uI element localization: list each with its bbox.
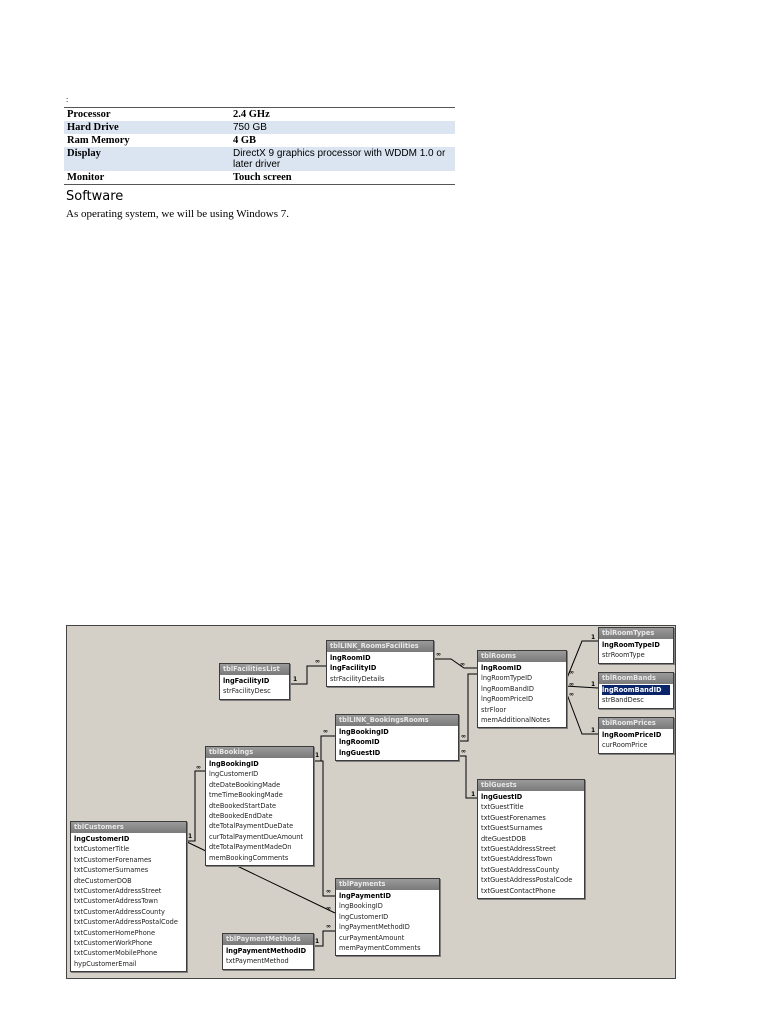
field-list [599,639,673,663]
table-paymentmethods[interactable] [222,933,314,970]
field[interactable]: txtCustomerAddressPostalCode [74,918,178,927]
field[interactable]: dteCustomerDOB [74,876,132,885]
stray-mark: : [66,95,69,104]
table-roomprices[interactable] [598,717,674,754]
spec-row [64,134,455,147]
field[interactable]: txtGuestContactPhone [481,886,556,895]
field[interactable]: txtCustomerTitle [74,845,130,854]
field[interactable]: dteGuestDOB [481,834,526,843]
field-list [336,890,439,955]
cardinality-one-label: 1 [188,833,193,840]
spec-row [64,171,455,185]
spec-key: Display [64,147,230,171]
spec-value: 2.4 GHz [233,109,270,120]
table-title[interactable]: tblGuests [478,780,584,791]
field[interactable]: lngBookingID [339,902,383,911]
field[interactable]: txtCustomerSurnames [74,866,149,875]
spec-value: Touch screen [233,172,292,183]
field[interactable]: memPaymentComments [339,944,421,953]
spec-key: Processor [67,109,111,120]
table-title[interactable]: tblRoomPrices [599,718,673,729]
cardinality-one-label: 1 [591,727,596,734]
field[interactable]: txtCustomerAddressCounty [74,907,165,916]
table-title[interactable]: tblLINK_RoomsFacilities [327,641,433,652]
field[interactable]: txtGuestSurnames [481,824,543,833]
field[interactable]: txtGuestAddressStreet [481,845,556,854]
spec-value: DirectX 9 graphics processor with WDDM 1.0 or later driver [230,147,455,171]
cardinality-one-label: 1 [591,634,596,641]
cardinality-many-label: ∞ [461,733,466,740]
field[interactable]: hypCustomerEmail [74,959,137,968]
primary-key-field[interactable]: lngPaymentID [339,892,391,900]
table-title[interactable]: tblLINK_BookingsRooms [336,715,458,726]
cardinality-one-label: 1 [293,676,298,683]
field[interactable]: memBookingComments [209,853,289,862]
primary-key-field[interactable]: lngGuestID [339,748,381,757]
primary-key-field[interactable]: lngRoomID [330,654,371,662]
table-rooms[interactable] [477,650,567,728]
field[interactable]: dteDateBookingMade [209,780,281,789]
field[interactable]: txtGuestAddressCounty [481,865,560,874]
primary-key-field[interactable]: lngGuestID [481,793,523,801]
field[interactable]: txtCustomerMobilePhone [74,949,158,958]
field[interactable]: dteBookedEndDate [209,812,273,821]
primary-key-field[interactable]: lngBookingID [339,728,389,736]
field[interactable]: txtCustomerAddressTown [74,897,158,906]
table-title[interactable]: tblPaymentMethods [223,934,313,945]
table-linkbookingsrooms[interactable] [335,714,459,761]
cardinality-many-label: ∞ [196,764,201,771]
spec-key: Ram Memory [67,135,130,146]
primary-key-field[interactable]: lngRoomTypeID [602,641,660,649]
field[interactable]: curRoomPrice [602,741,648,750]
cardinality-many-label: ∞ [461,748,466,755]
table-title[interactable]: tblRooms [478,651,566,662]
table-payments[interactable] [335,878,440,956]
primary-key-field[interactable]: lngRoomPriceID [602,731,662,739]
table-customers[interactable] [70,821,187,972]
field[interactable]: lngCustomerID [209,770,259,779]
field-list [223,945,313,969]
table-bookings[interactable] [205,746,314,866]
field[interactable]: txtGuestAddressTown [481,855,553,864]
cardinality-many-label: ∞ [326,888,331,895]
field[interactable]: txtPaymentMethod [226,957,289,966]
table-facilitieslist[interactable] [219,663,290,700]
cardinality-many-label: ∞ [569,691,574,698]
field[interactable]: memAdditionalNotes [481,716,551,725]
table-title[interactable]: tblBookings [206,747,313,758]
cardinality-one-label: 1 [471,791,476,798]
field[interactable]: lngPaymentMethodID [339,923,410,932]
spec-row [64,147,455,171]
cardinality-many-label: ∞ [326,905,331,912]
cardinality-many-label: ∞ [460,661,465,668]
field[interactable]: dteTotalPaymentMadeOn [209,843,292,852]
table-title[interactable]: tblPayments [336,879,439,890]
field[interactable]: strFacilityDetails [330,674,385,683]
primary-key-field[interactable]: lngRoomBandID [602,685,670,695]
primary-key-field[interactable]: lngCustomerID [74,835,130,843]
field[interactable]: curTotalPaymentDueAmount [209,832,304,841]
field[interactable]: tmeTimeBookingMade [209,791,283,800]
field[interactable]: txtCustomerForenames [74,855,152,864]
primary-key-field[interactable]: lngFacilityID [223,677,270,685]
cardinality-many-label: ∞ [569,681,574,688]
table-linkroomsfacilities[interactable] [326,640,434,687]
cardinality-many-label: ∞ [315,658,320,665]
cardinality-one-label: 1 [315,938,320,945]
field[interactable]: txtGuestAddressPostalCode [481,876,573,885]
field[interactable]: txtCustomerHomePhone [74,928,155,937]
relationships-diagram [66,625,676,979]
field[interactable]: txtGuestTitle [481,803,524,812]
field-list [336,726,458,760]
spec-key: Monitor [67,172,105,183]
spec-value: 750 GB [230,121,455,134]
spec-value: 4 GB [233,135,257,146]
field[interactable]: dteBookedStartDate [209,801,277,810]
cardinality-one-label: 1 [591,681,596,688]
table-guests[interactable] [477,779,585,899]
field[interactable]: dteTotalPaymentDueDate [209,822,294,831]
field-list [327,652,433,686]
primary-key-field[interactable]: lngRoomID [339,738,380,747]
field[interactable]: txtCustomerAddressStreet [74,887,162,896]
table-title[interactable]: tblCustomers [71,822,186,833]
field[interactable]: txtCustomerWorkPhone [74,939,153,948]
field[interactable]: lngCustomerID [339,912,389,921]
table-title[interactable]: tblFacilitiesList [220,664,289,675]
cardinality-many-label: ∞ [326,923,331,930]
field-list [206,758,313,865]
field[interactable]: strFacilityDesc [223,687,271,696]
field[interactable]: strRoomType [602,651,645,660]
primary-key-field[interactable]: lngRoomID [481,664,522,672]
table-title[interactable]: tblRoomTypes [599,628,673,639]
software-heading: Software [66,189,124,204]
cardinality-many-label: ∞ [323,728,328,735]
field[interactable]: curPaymentAmount [339,933,405,942]
field-list [220,675,289,699]
primary-key-field[interactable]: lngBookingID [209,760,259,768]
field-list [599,684,673,708]
software-paragraph: As operating system, we will be using Windows 7. [66,208,290,220]
primary-key-field[interactable]: lngPaymentMethodID [226,947,307,955]
spec-key: Hard Drive [64,121,230,134]
field[interactable]: txtGuestForenames [481,813,546,822]
cardinality-many-label: ∞ [569,669,574,676]
hardware-spec-table [64,107,455,185]
field[interactable]: lngRoomPriceID [481,695,534,704]
field-list [478,791,584,898]
table-roomtypes[interactable] [598,627,674,664]
field-list [71,833,186,971]
spec-row [64,121,455,134]
spec-row [64,108,455,122]
field[interactable]: lngRoomBandID [481,684,534,693]
field[interactable]: strFloor [481,705,507,714]
table-roombands[interactable] [598,672,674,709]
field[interactable]: lngRoomTypeID [481,674,533,683]
field-list [478,662,566,727]
cardinality-one-label: 1 [315,752,320,759]
field-list [599,729,673,753]
primary-key-field[interactable]: lngFacilityID [330,664,377,673]
field[interactable]: strBandDesc [602,696,644,705]
cardinality-many-label: ∞ [436,651,441,658]
table-title[interactable]: tblRoomBands [599,673,673,684]
